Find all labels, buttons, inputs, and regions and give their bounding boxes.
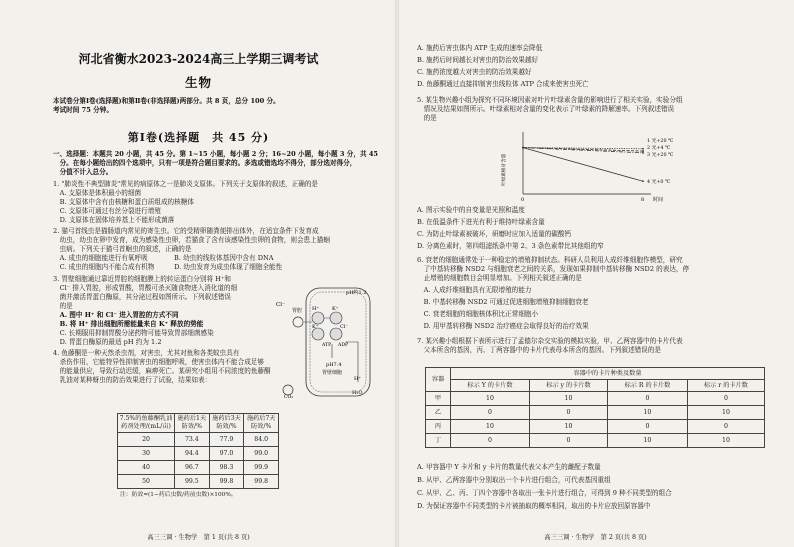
table-row — [118, 461, 279, 475]
diagram-label-cl: Cl⁻ — [276, 302, 285, 308]
table-cell: 0 — [451, 434, 530, 448]
q4-table — [117, 413, 279, 489]
legend-label: 1 光+20 ℃ — [647, 139, 674, 144]
q3-stem: 的是 — [53, 302, 73, 310]
table-header: 施药后1天防效/% — [175, 414, 210, 433]
q7-option-b: B. 从甲、乙两容器中分别取出一个卡片进行组合，可代表基因重组 — [417, 476, 611, 484]
diagram-label-adp: ADP — [338, 343, 349, 348]
diagram-label-co2: CO₂ — [284, 395, 294, 400]
table-cell: 10 — [607, 434, 687, 448]
q3-option-c: C. 长期服用抑制胃酸分泌药物可能导致胃部细菌感染 — [53, 329, 214, 337]
q4-option-b: B. 施药后时间越长对害虫的防治效果越好 — [417, 56, 539, 64]
q2-stem: 2. 猫弓首线虫是猫肠道内常见的寄生虫。它的受精卵随粪便排出体外，在适宜条件下发育成 — [53, 227, 319, 235]
exam-subject: 生物 — [184, 75, 212, 90]
table-cell: 10 — [607, 406, 687, 420]
q3-stem: Cl⁻ 排入胃腔，形成胃酸，胃酸可杀灭随食物进入消化道的细 — [53, 284, 238, 292]
table-cell: 丙 — [426, 420, 451, 434]
q4-option-c: C. 施药浓度越大对害虫的防治效果越好 — [417, 68, 532, 76]
data-point — [642, 180, 644, 182]
table-cell: 30 — [118, 447, 175, 461]
q4-stem: 的能量供应，导致行动迟缓，麻痹死亡。某研究小组用不同浓度的鱼藤酮 — [53, 367, 271, 375]
data-point — [642, 150, 644, 152]
instructions-line: 本试卷分第Ⅰ卷(选择题)和第Ⅱ卷(非选择题)两部分。共 8 页，总分 100 分。 — [53, 97, 280, 105]
q4-stem: 4. 鱼藤酮是一种天然杀虫剂，对害虫，尤其对鱼和各类蚊虫具有 — [53, 349, 240, 357]
page-fold — [395, 0, 399, 547]
q5-option-a: A. 图示实验中的自变量是光照和温度 — [417, 206, 525, 214]
q7-option-c: C. 从甲、乙、丙、丁四个容器中各取出一张卡片进行组合，可得到 9 种不同类型的组合 — [417, 489, 672, 497]
diagram-label-ph-lumen: pH约1.2 — [346, 290, 367, 296]
page-2 — [397, 0, 794, 547]
q6-stem: 6. 衰老的细胞通常处于一种稳定的增殖抑制状态。科研人员利用人成纤维细胞作模型，研究 — [417, 256, 683, 264]
q3-option-b: B. 将 H⁺ 排出细胞所需能量来自 K⁺ 释放的势能 — [53, 320, 204, 328]
page-footer: 高三三调 · 生物学 第 2 页(共 8 页) — [544, 534, 647, 541]
q7-stem: 7. 某兴趣小组根据下表所示进行了孟德尔杂交实验的模拟实验，甲、乙两容器中的卡片代表 — [417, 337, 683, 345]
table-cell: 0 — [529, 406, 607, 420]
legend-label: 3 光+20 ℃ — [647, 153, 674, 158]
diagram-label-h2o: H₂O — [352, 390, 363, 396]
table-cell: 73.4 — [175, 433, 210, 447]
q1-option-a: A. 支原体是体积最小的细菌 — [53, 189, 142, 197]
q2-options-ab: A. 成虫的细胞能进行有氧呼吸 B. 幼虫的线粒体基因中含有 DNA — [53, 254, 274, 262]
q5-option-c: C. 为防止叶绿素被破坏，研磨时应加入适量的碳酸钙 — [417, 230, 572, 238]
legend-label: 4 光+0 ℃ — [647, 180, 671, 186]
page-footer: 高三三调 · 生物学 第 1 页(共 8 页) — [147, 534, 250, 541]
table-cell: 10 — [687, 406, 764, 420]
x-axis-label: 时间 — [653, 197, 664, 203]
table-row — [118, 447, 279, 461]
diagram-label-atp: ATP — [322, 343, 332, 348]
x-tick-label: 0 — [521, 197, 525, 203]
q5-stem: 的是 — [417, 114, 437, 122]
table-cell: 99.9 — [244, 461, 279, 475]
table-row — [426, 406, 765, 420]
q1-option-c: C. 支原体可通过有丝分裂进行增殖 — [53, 207, 161, 215]
q6-option-c: C. 衰老细胞的细胞核体积比正常细胞小 — [417, 310, 539, 318]
table-row — [118, 475, 279, 489]
table-header: 标示 r 的卡片数 — [687, 380, 764, 392]
q7-option-a: A. 甲容器中 Y 卡片和 y 卡片的数量代表父本产生的雌配子数量 — [417, 463, 601, 471]
q1-stem: 1. "肺炎性不典型肺炎"常见的病原体之一是肺炎支原体。下列关于支原体的叙述，正确的是 — [53, 180, 319, 188]
diagram-label-h2: H⁺ — [354, 376, 361, 382]
table-cell: 10 — [529, 392, 607, 406]
data-point — [642, 148, 644, 150]
q2-options-cd: C. 成虫的细胞内不能合成有机物 D. 幼虫发育为成虫体现了细胞全能性 — [53, 263, 283, 271]
table-header: 施药后3天防效/% — [209, 414, 244, 433]
table-cell: 96.7 — [175, 461, 210, 475]
diagram-label-lumen: 胃腔 — [292, 308, 303, 314]
table-cell: 84.0 — [244, 433, 279, 447]
table-cell: 10 — [451, 420, 530, 434]
q7-option-d: D. 为保证容器中不同类型的卡片被抽取的概率相同，取出的卡片应放回原容器中 — [417, 502, 651, 510]
q3-stem: 菌并激活胃蛋白酶原，其分泌过程如图所示。下列叙述错误 — [53, 293, 232, 301]
part-intro-line: 一、选择题：本题共 20 小题，共 45 分。第 1~15 小题，每小题 2 分；16~20 小题，每小题 3 分，共 45 — [53, 150, 379, 158]
table-cell: 0 — [607, 420, 687, 434]
q6-option-b: B. 中基转移酶 NSD2 可通过促进细胞增殖抑制细胞衰老 — [417, 298, 589, 306]
table-row — [426, 392, 765, 406]
diagram-label-k2: K⁺ — [312, 324, 319, 330]
q4-stem: 乳油对某种蚜虫的防治效果进行了试验，结果如表： — [53, 376, 212, 384]
diagram-label-h: H⁺ — [312, 306, 319, 312]
table-row — [426, 420, 765, 434]
diagram-label-cell: 胃壁细胞 — [322, 370, 343, 376]
part-intro-line: 分。在每小题给出的四个选项中，只有一项是符合题目要求的。多选或错选均不得分，部分选对得分， — [53, 159, 357, 167]
exam-title: 河北省衡水2023-2024高三上学期三调考试 — [78, 52, 319, 66]
q3-option-d: D. 胃蛋白酶原的最适 pH 约为 1.2 — [53, 338, 162, 346]
table-cell: 乙 — [426, 406, 451, 420]
diagram-label-k: K⁺ — [332, 306, 339, 312]
data-point — [522, 147, 524, 149]
q4-option-a: A. 施药后害虫体内 ATP 生成的速率会降低 — [417, 44, 543, 52]
q3-option-a: A. 图中 H⁺ 和 Cl⁻ 进入胃腔的方式不同 — [53, 311, 179, 319]
table-note: 注：防效=(1−药后虫数/药前虫数)×100%。 — [120, 492, 237, 498]
table-header: 7.5%的鱼藤酮乳油药剂处理/(mL/亩) — [118, 414, 175, 433]
table-header: 标示 Y 的卡片数 — [451, 380, 530, 392]
y-axis-label: 叶绿素相对含量 — [502, 153, 507, 186]
table-header: 容器中的卡片种类及数量 — [451, 368, 765, 380]
table-cell: 50 — [118, 475, 175, 489]
q7-table — [425, 367, 765, 448]
table-cell: 10 — [451, 392, 530, 406]
q6-stem: 止增殖的细胞数目会明显增加。下列相关叙述正确的是 — [417, 274, 582, 282]
table-cell: 甲 — [426, 392, 451, 406]
table-header: 施药后7天防效/% — [244, 414, 279, 433]
q5-chlorophyll-chart — [495, 128, 695, 206]
q2-stem: 幼虫，幼虫在卵中发育，成为感染性虫卵，若猫食了含有该感染性虫卵的食物，则会患上猫蛔 — [53, 236, 330, 244]
table-header: 容器 — [426, 368, 451, 392]
table-row — [426, 434, 765, 448]
section-title: 第Ⅰ卷(选择题 共 45 分) — [127, 131, 270, 144]
legend-label: 2 光+4 ℃ — [647, 146, 671, 151]
part-intro-line: 分值不计入总分。 — [53, 168, 113, 176]
q4-option-d: D. 鱼藤酮通过直接抑制害虫线粒体 ATP 合成来使害虫死亡 — [417, 80, 589, 88]
q7-stem: 父本所含的基因，丙、丁两容器中的卡片代表母本所含的基因。下列叙述错误的是 — [417, 346, 661, 354]
q5-option-b: B. 在低温条件下进光有利于维持叶绿素含量 — [417, 218, 545, 226]
diagram-label-ph-cell: pH7.4 — [326, 362, 342, 368]
table-row — [118, 433, 279, 447]
x-tick-label: 8 — [641, 197, 645, 203]
q1-option-b: B. 支原体中含有由核糖和蛋白质组成的核糖体 — [53, 198, 194, 206]
gastric-cell-diagram — [276, 282, 376, 402]
table-cell: 99.8 — [244, 475, 279, 489]
table-cell: 0 — [451, 406, 530, 420]
table-cell: 0 — [529, 434, 607, 448]
q4-stem: 杀伤作用，它能特异性抑制害虫的细胞呼吸，使害虫体内不能合成足够 — [53, 358, 264, 366]
table-cell: 0 — [687, 420, 764, 434]
table-cell: 99.8 — [209, 475, 244, 489]
table-cell: 丁 — [426, 434, 451, 448]
q2-stem: 虫病。下列关于猫弓首蛔虫的叙述，正确的是 — [53, 245, 192, 253]
data-point — [642, 152, 644, 154]
table-header: 标示 R 的卡片数 — [607, 380, 687, 392]
table-cell: 99.5 — [175, 475, 210, 489]
table-header: 标示 y 的卡片数 — [529, 380, 607, 392]
q5-stem: 情况及结果如图所示。叶绿素相对含量的变化表示了叶绿素的降解速率。下列叙述错误 — [417, 105, 675, 113]
table-cell: 98.3 — [209, 461, 244, 475]
q1-option-d: D. 支原体在固体培养基上不能形成菌落 — [53, 216, 175, 224]
q6-stem: 了中基转移酶 NSD2 与细胞衰老之间的关系，发现如果抑制中基转移酶 NSD2 的表达，停 — [417, 265, 690, 273]
series-line — [523, 148, 643, 182]
instructions-line: 考试时间 75 分钟。 — [53, 106, 113, 114]
table-cell: 10 — [529, 420, 607, 434]
q5-option-d: D. 分离色素时，第四组滤纸条中第 2、3 条色素带比其他组的窄 — [417, 242, 604, 250]
table-cell: 40 — [118, 461, 175, 475]
table-cell: 0 — [607, 392, 687, 406]
table-cell: 0 — [687, 392, 764, 406]
table-cell: 99.0 — [244, 447, 279, 461]
table-cell: 77.9 — [209, 433, 244, 447]
table-cell: 20 — [118, 433, 175, 447]
q5-stem: 5. 某生物兴趣小组为探究不同环境因素对叶片叶绿素含量的影响进行了相关实验，实验分组 — [417, 96, 683, 104]
diagram-label-cl2: Cl⁻ — [340, 324, 349, 330]
q3-stem: 3. 胃壁细胞通过靠近胃腔的细胞膜上的转运蛋白分别将 H⁺和 — [53, 275, 231, 283]
table-cell: 97.0 — [209, 447, 244, 461]
q6-option-d: D. 用甲基转移酶 NSD2 治疗癌症会取得良好的治疗效果 — [417, 322, 589, 330]
table-cell: 94.4 — [175, 447, 210, 461]
table-cell: 10 — [687, 434, 764, 448]
q6-option-a: A. 人成纤维细胞具有无限增殖的能力 — [417, 286, 532, 294]
